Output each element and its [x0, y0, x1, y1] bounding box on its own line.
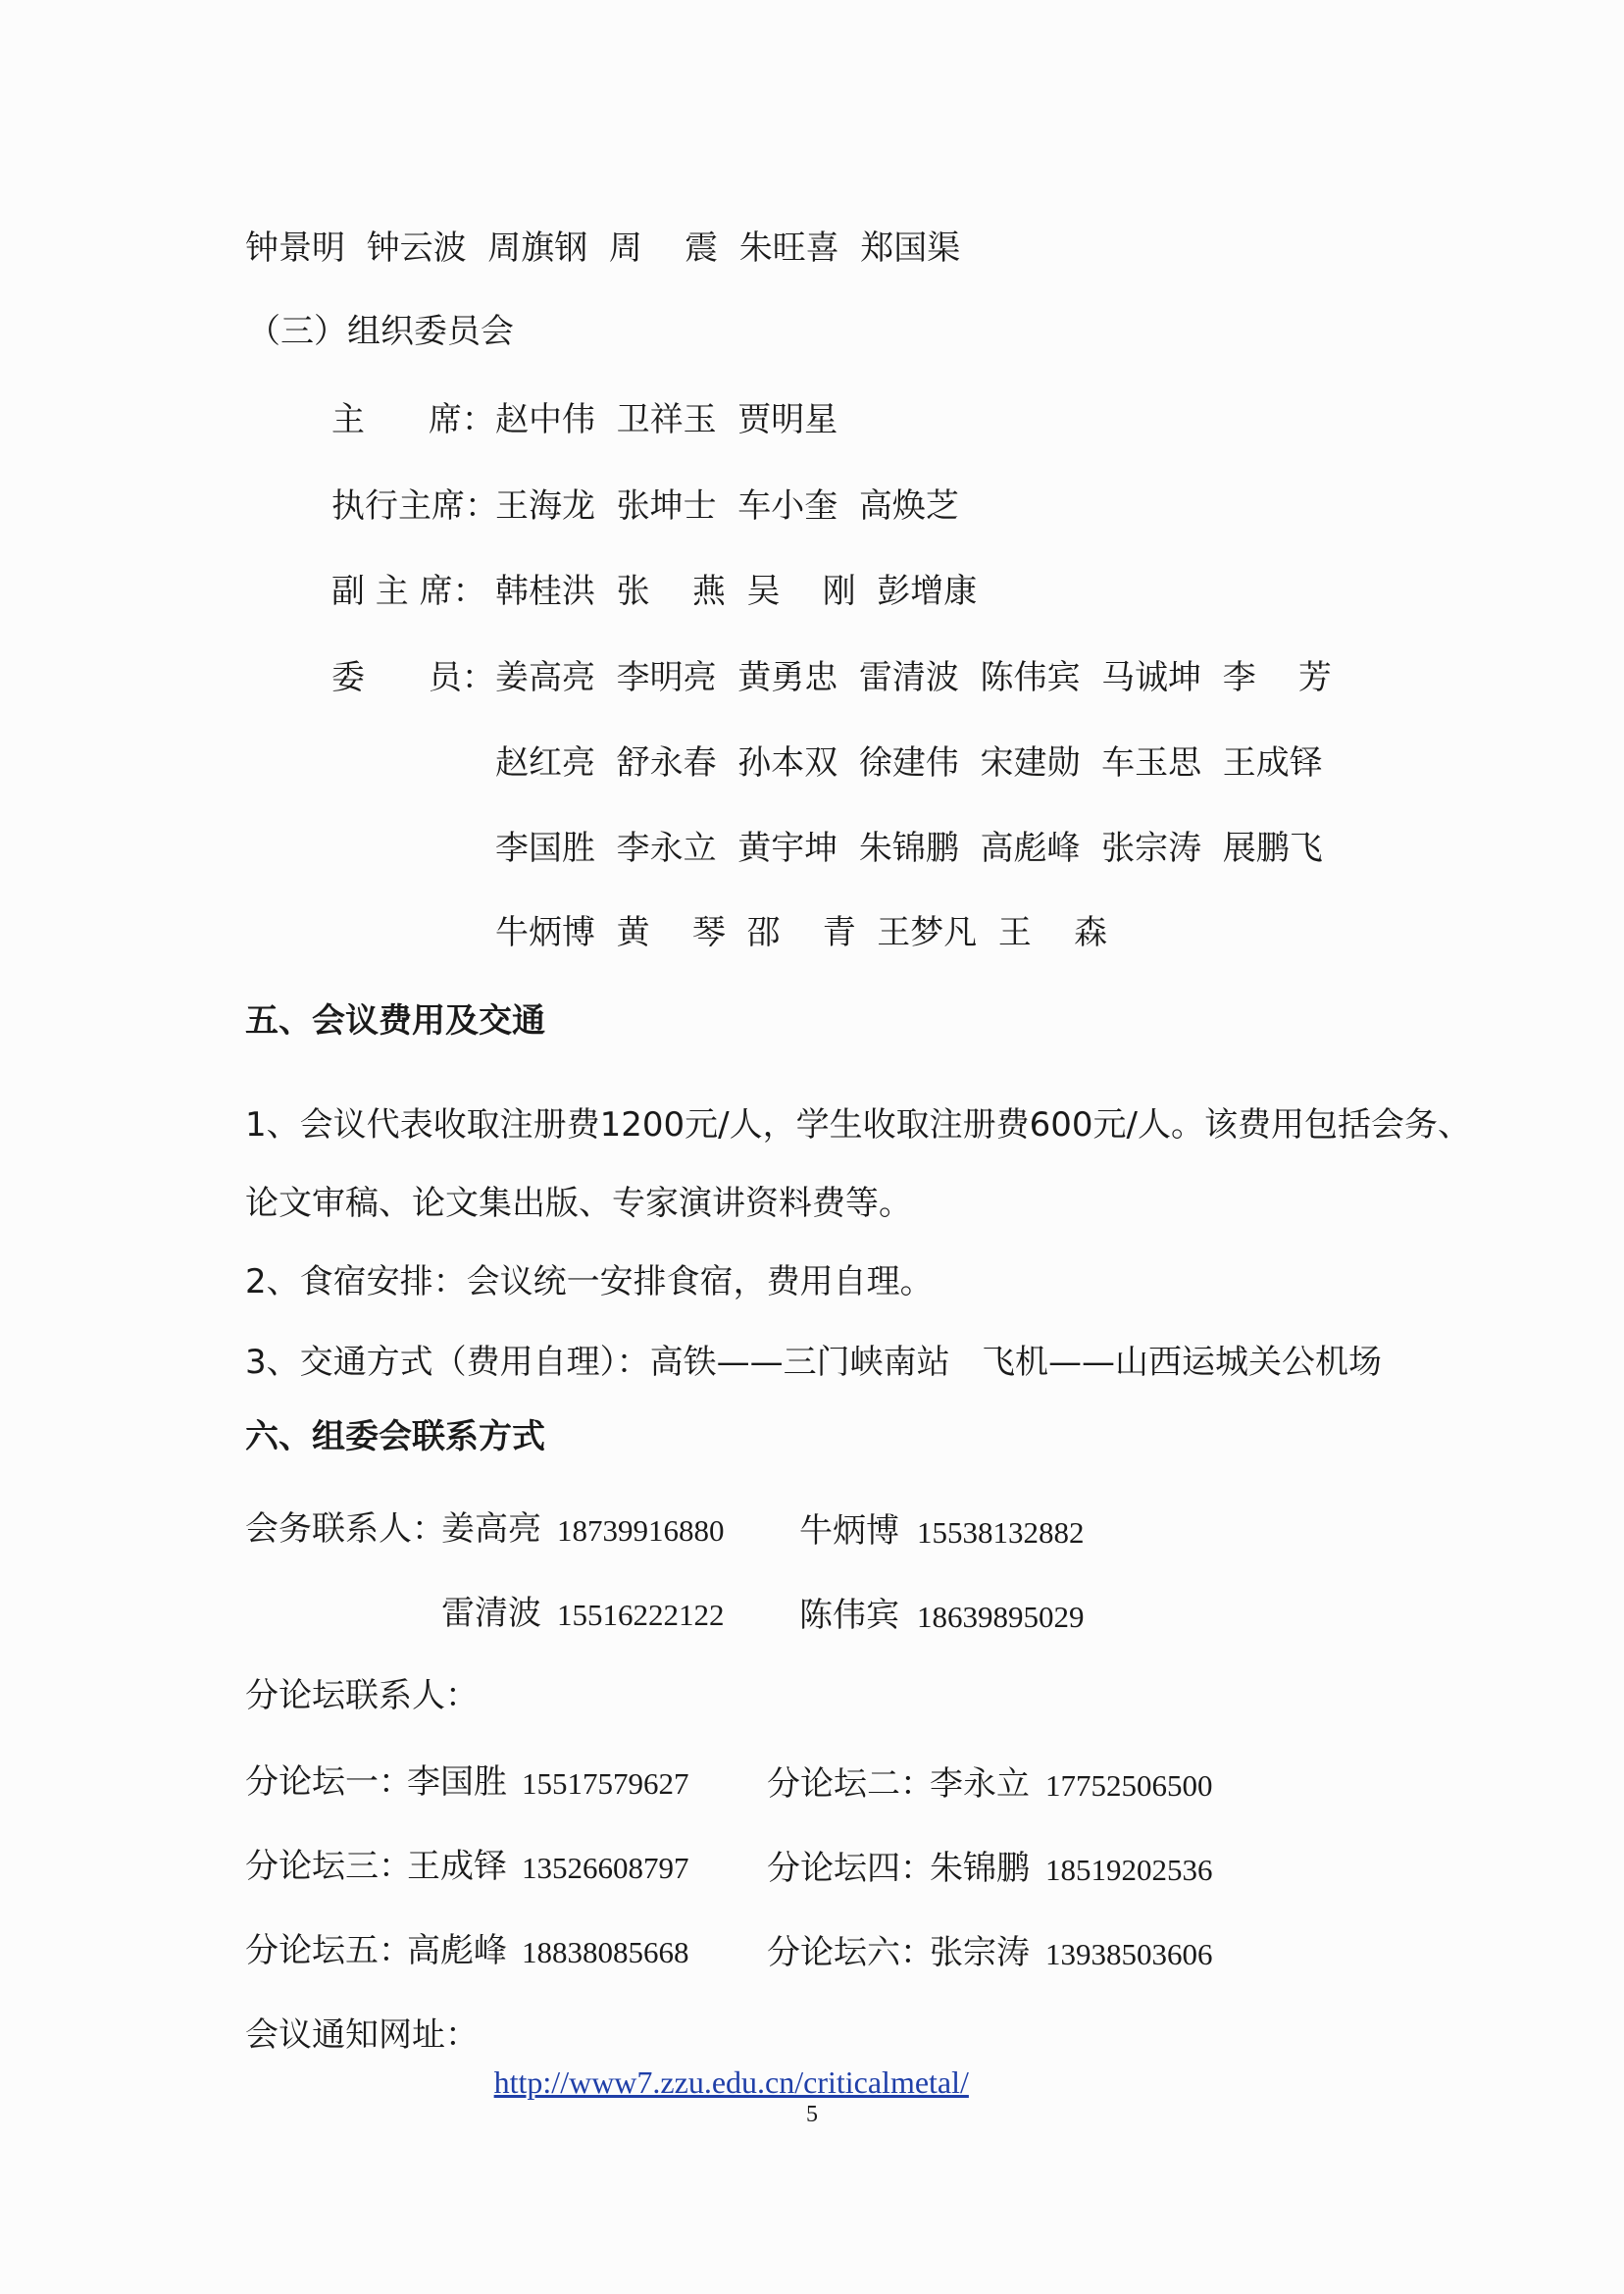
members-label: 委 员：	[331, 658, 495, 697]
forum-name: 高彪峰	[407, 1931, 507, 1970]
exec-chair-label: 执行主席：	[331, 486, 498, 526]
forum-label: 分论坛五：	[245, 1931, 412, 1970]
contact-phone: 15538132882	[917, 1515, 1085, 1550]
conference-url-link[interactable]: http://www7.zzu.edu.cn/criticalmetal/	[493, 2065, 969, 2100]
members-row: 李国胜 李永立 黄宇坤 朱锦鹏 高彪峰 张宗涛 展鹏飞	[495, 829, 1323, 868]
url-container	[473, 2014, 969, 2105]
forum-label: 分论坛六：	[767, 1933, 934, 1972]
forum-name: 李永立	[930, 1764, 1030, 1804]
forum-phone: 13938503606	[1045, 1937, 1213, 1971]
contact-phone: 15516222122	[557, 1598, 725, 1632]
members-row: 牛炳博 黄 琴 邵 青 王梦凡 王 森	[495, 913, 1108, 952]
org-committee-heading: （三）组织委员会	[247, 312, 514, 351]
section6-heading: 六、组委会联系方式	[245, 1417, 545, 1456]
section5-heading: 五、会议费用及交通	[245, 1001, 545, 1041]
contact-name: 姜高亮	[441, 1509, 541, 1549]
contact-name: 雷清波	[441, 1594, 541, 1633]
forum-phone: 18838085668	[522, 1935, 689, 1969]
forum-label: 分论坛一：	[245, 1762, 412, 1802]
contact-phone: 18739916880	[557, 1513, 725, 1548]
forum-name: 王成铎	[407, 1847, 507, 1886]
fee-item3: 3、交通方式（费用自理）：高铁——三门峡南站 飞机——山西运城关公机场	[245, 1343, 1383, 1382]
forum-phone: 15517579627	[522, 1766, 689, 1801]
fee-item1-line1: 1、会议代表收取注册费1200元/人，学生收取注册费600元/人。该费用包括会务、	[245, 1105, 1471, 1145]
members-row: 姜高亮 李明亮 黄勇忠 雷清波 陈伟宾 马诚坤 李 芳	[495, 658, 1332, 697]
forum-name: 朱锦鹏	[930, 1849, 1030, 1888]
affairs-contact-label: 会务联系人：	[245, 1509, 445, 1549]
url-label: 会议通知网址：	[245, 2015, 479, 2055]
forum-label: 分论坛三：	[245, 1847, 412, 1886]
forum-phone: 13526608797	[522, 1851, 689, 1885]
forum-contact-label: 分论坛联系人：	[245, 1676, 479, 1715]
vice-chair-label: 副 主 席：	[331, 572, 486, 611]
forum-phone: 17752506500	[1045, 1768, 1213, 1803]
exec-chair-names: 王海龙 张坤士 车小奎 高焕芝	[495, 486, 959, 526]
chair-label: 主 席：	[331, 400, 495, 439]
committee-names-continued: 钟景明 钟云波 周旗钢 周 震 朱旺喜 郑国渠	[245, 229, 961, 268]
members-row: 赵红亮 舒永春 孙本双 徐建伟 宋建勋 车玉思 王成铎	[495, 743, 1323, 783]
forum-label: 分论坛二：	[767, 1764, 934, 1804]
contact-name: 陈伟宾	[799, 1596, 899, 1635]
forum-name: 李国胜	[407, 1762, 507, 1802]
contact-name: 牛炳博	[799, 1511, 899, 1551]
forum-phone: 18519202536	[1045, 1853, 1213, 1887]
fee-item2: 2、食宿安排：会议统一安排食宿，费用自理。	[245, 1262, 934, 1301]
chair-names: 赵中伟 卫祥玉 贾明星	[495, 400, 838, 439]
forum-label: 分论坛四：	[767, 1849, 934, 1888]
page-number: 5	[806, 2102, 818, 2127]
contact-phone: 18639895029	[917, 1600, 1085, 1634]
vice-chair-names: 韩桂洪 张 燕 吴 刚 彭增康	[495, 572, 978, 611]
forum-name: 张宗涛	[930, 1933, 1030, 1972]
fee-item1-line2: 论文审稿、论文集出版、专家演讲资料费等。	[245, 1184, 912, 1223]
